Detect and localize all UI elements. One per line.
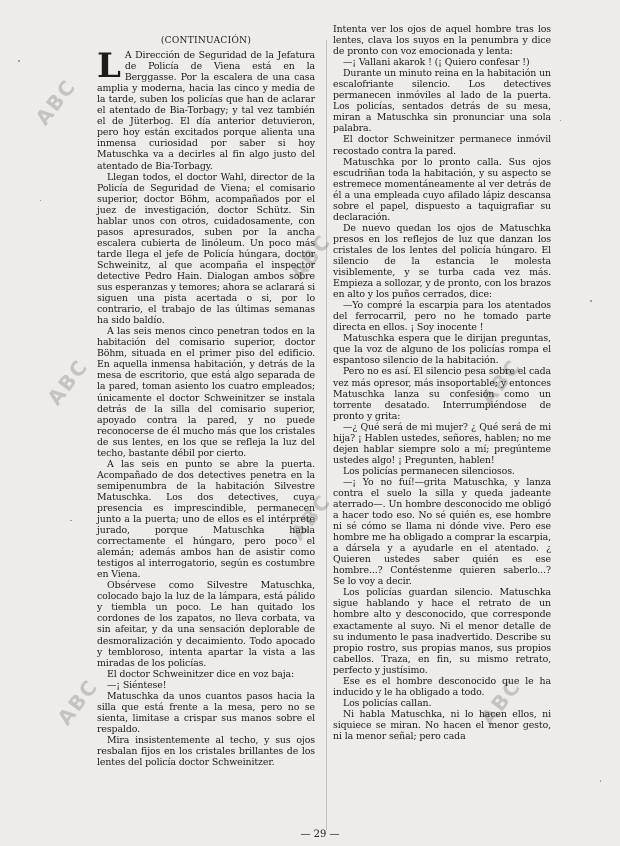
paragraph: Pero no es así. El silencio pesa sobre el cada vez más opresor, más insoportable; y entonces Matuschka lanza su confesión como un torrente desatado. Interrumpiéndose de pronto y grita: <box>333 366 551 422</box>
paragraph: Matuschka da unos cuantos pasos hacia la silla que está frente a la mesa, pero no se sienta, limitase a crispar sus manos sobre el respaldo. <box>97 690 315 735</box>
paragraph: Obsérvese como Silvestre Matuschka, colocado bajo la luz de la lámpara, está pálido y tiembla un poco. Le han quitado los cordones de los zapatos, no lleva corbata, va sin afeitar, y da una sensación deplorable de desmoralización y decaimiento. Todo apocado y tembloroso, intenta apartar la vista a las miradas de los policías. <box>97 580 315 669</box>
paragraph: Los policías callan. <box>343 697 432 709</box>
paragraph: Ese es el hombre desconocido que le ha inducido y le ha obligado a todo. <box>333 675 551 698</box>
watermark: ABC <box>42 354 93 410</box>
drop-cap: L <box>97 46 121 87</box>
watermark: ABC <box>475 354 526 410</box>
print-speck <box>18 60 20 62</box>
print-speck <box>600 780 601 782</box>
paragraph: El doctor Schweinitzer permanece inmóvil recostado contra la pared. <box>333 134 551 157</box>
watermark: ABC <box>475 674 526 730</box>
paragraph: De nuevo quedan los ojos de Matuschka presos en los reflejos de luz que danzan los cristales de los lentes del policía húngaro. El silencio de la estancia le molesta visiblemente, y se turba cada vez más. Empieza a sollozar, y de pronto, con los brazos en alto y los puños cerrados, dice: <box>333 222 551 301</box>
paragraph: Matuschka por lo pronto calla. Sus ojos escudriñan toda la habitación, y su aspecto se estremece momentáneamente al ver detrás de él a una empleada cuyo afilado lápiz descansa sobre el papel, dispuesto a taquigrafiar su declaración. <box>333 156 551 223</box>
section-heading: (CONTINUACIÓN) <box>160 36 252 46</box>
watermark: ABC <box>285 489 336 545</box>
print-speck <box>590 300 592 302</box>
paragraph: El doctor Schweinitzer dice en voz baja: <box>107 668 295 680</box>
paragraph: Los policías guardan silencio. Matuschka sigue hablando y hace el retrato de un hombre alto y desconocido, que corresponde exactamente al suyo. Ni el menor detalle de su indumento le pasa inadvertido. Describe su propio rostro, sus propias manos, sus propios cabellos. Traza, en fin, su mismo retrato, perfecto y justísimo. <box>333 587 551 676</box>
left-column <box>97 36 315 768</box>
paragraph: —¡ Yo no fuí!—grita Matuschka, y lanza contra el suelo la silla y queda jadeante aterrado—. Un hombre desconocido me obligó a hacer todo eso. No sé quién es, ese hombre ni sé cómo se llama ni dónde vive. Pero ese hombre me ha obligado a comprar la escarpia, a dársela y a ayudarle en el atentado. ¿ Quieren ustedes saber quién es ese hombre...? Contéstenme quieren saberlo...? Se lo voy a decir. <box>333 476 551 588</box>
paragraph: Los policías permanecen silenciosos. <box>343 465 515 477</box>
paragraph: Durante un minuto reina en la habitación un escalofriante silencio. Los detectives permanecen inmóviles al lado de la puerta. Los policías, sentados detrás de su mesa, miran a Matuschka sin pronunciar una sola palabra. <box>333 68 551 135</box>
right-column <box>333 24 551 742</box>
paragraph: A las seis menos cinco penetran todos en la habitación del comisario superior, doctor Böhm, situada en el primer piso del edificio. En aquella inmensa habitación, y detrás de la mesa de escritorio, que está algo separada de la pared, toman asiento los cuatro empleados; únicamente el doctor Schweinitzer se instala detrás de la silla del comisario superior, apoyado contra la pared, y no puede reconocerse de él mucho más que los cristales de sus lentes, en los que se refleja la luz del techo, bastante débil por cierto. <box>97 326 315 459</box>
print-speck <box>70 520 72 521</box>
watermark: ABC <box>30 74 81 130</box>
paragraph: Ni habla Matuschka, ni lo hacen ellos, ni siquiece se miran. No hacen el menor gesto, ni la menor señal; pero cada <box>333 708 551 742</box>
paragraph: L A Dirección de Seguridad de la Jefatura de Policía de Viena está en la Berggasse. Por la escalera de una casa amplia y moderna, hacia las cinco y media de la tarde, suben los policías que han de aclarar el atentado de Bia-Torbagy; y tal vez también el de Jüterbog. El día anterior detuvieron, pero hoy están excitados porque alienta una inmensa curiosidad por saber si hoy Matuschka va a decirles al fin algo justo del atentado de Bia-Torbagy. <box>97 46 315 172</box>
column-divider <box>326 40 327 830</box>
watermark: ABC <box>285 229 336 285</box>
paragraph: Intenta ver los ojos de aquel hombre tras los lentes, clava los suyos en la penumbra y dice de pronto con voz emocionada y lenta: <box>333 24 551 58</box>
paragraph: —Yo compré la escarpia para los atentados del ferrocarril, pero no he tomado parte directa en ellos. ¡ Soy inocente ! <box>333 300 551 334</box>
paragraph: —¡ Vallani akarok ! (¡ Quiero confesar !) <box>343 57 530 69</box>
page-number: — 29 — <box>300 829 340 840</box>
paragraph: Mira insistentemente al techo, y sus ojos resbalan fijos en los cristales brillantes de los lentes del policía doctor Schweinitzer. <box>97 734 315 769</box>
paragraph: Matuschka espera que le dirijan preguntas, que la voz de alguno de los policías rompa el espantoso silencio de la habitación. <box>333 333 551 367</box>
watermark: ABC <box>52 674 103 730</box>
paragraph: —¡ Siéntese! <box>107 679 167 691</box>
paragraph: A las seis en punto se abre la puerta. Acompañado de dos detectives penetra en la semipenumbra de la habitación Silvestre Matuschka. Los dos detectives, cuya presencia es imprescindible, permanecen junto a la puerta; uno de ellos es el intérprete jurado, porque Matuschka habla correctamente el húngaro, pero poco el alemán; además ambos han de asistir como testigos al interrogatorio, según es costumbre en Viena. <box>97 458 315 581</box>
paragraph: —¿ Qué será de mi mujer? ¿ Qué será de mi hija? ¡ Hablen ustedes, señores, hablen; no me dejen hablar siempre solo a mí; pregúnteme ustedes algo! ¡ Pregunten, hablen! <box>333 421 551 466</box>
print-speck <box>40 200 41 201</box>
print-speck <box>560 120 561 121</box>
paragraph: Llegan todos, el doctor Wahl, director de la Policía de Seguridad de Viena; el comisario superior, doctor Böhm, acompañados por el juez de investigación, doctor Schütz. Sin hablar unos con otros, cuidadosamente, con pasos apresurados, suben por la ancha escalera cubierta de linóleum. Un poco más tarde llega el jefe de Policía húngara, doctor Schweinitz, al que acompaña el inspector detective Pedro Hain. Dialogan ambos sobre sus esperanzas y temores; ahora se aclarará si siguen una pista acertada o si, por lo contrario, el trabajo de las últimas semanas ha sido baldío. <box>97 171 315 327</box>
